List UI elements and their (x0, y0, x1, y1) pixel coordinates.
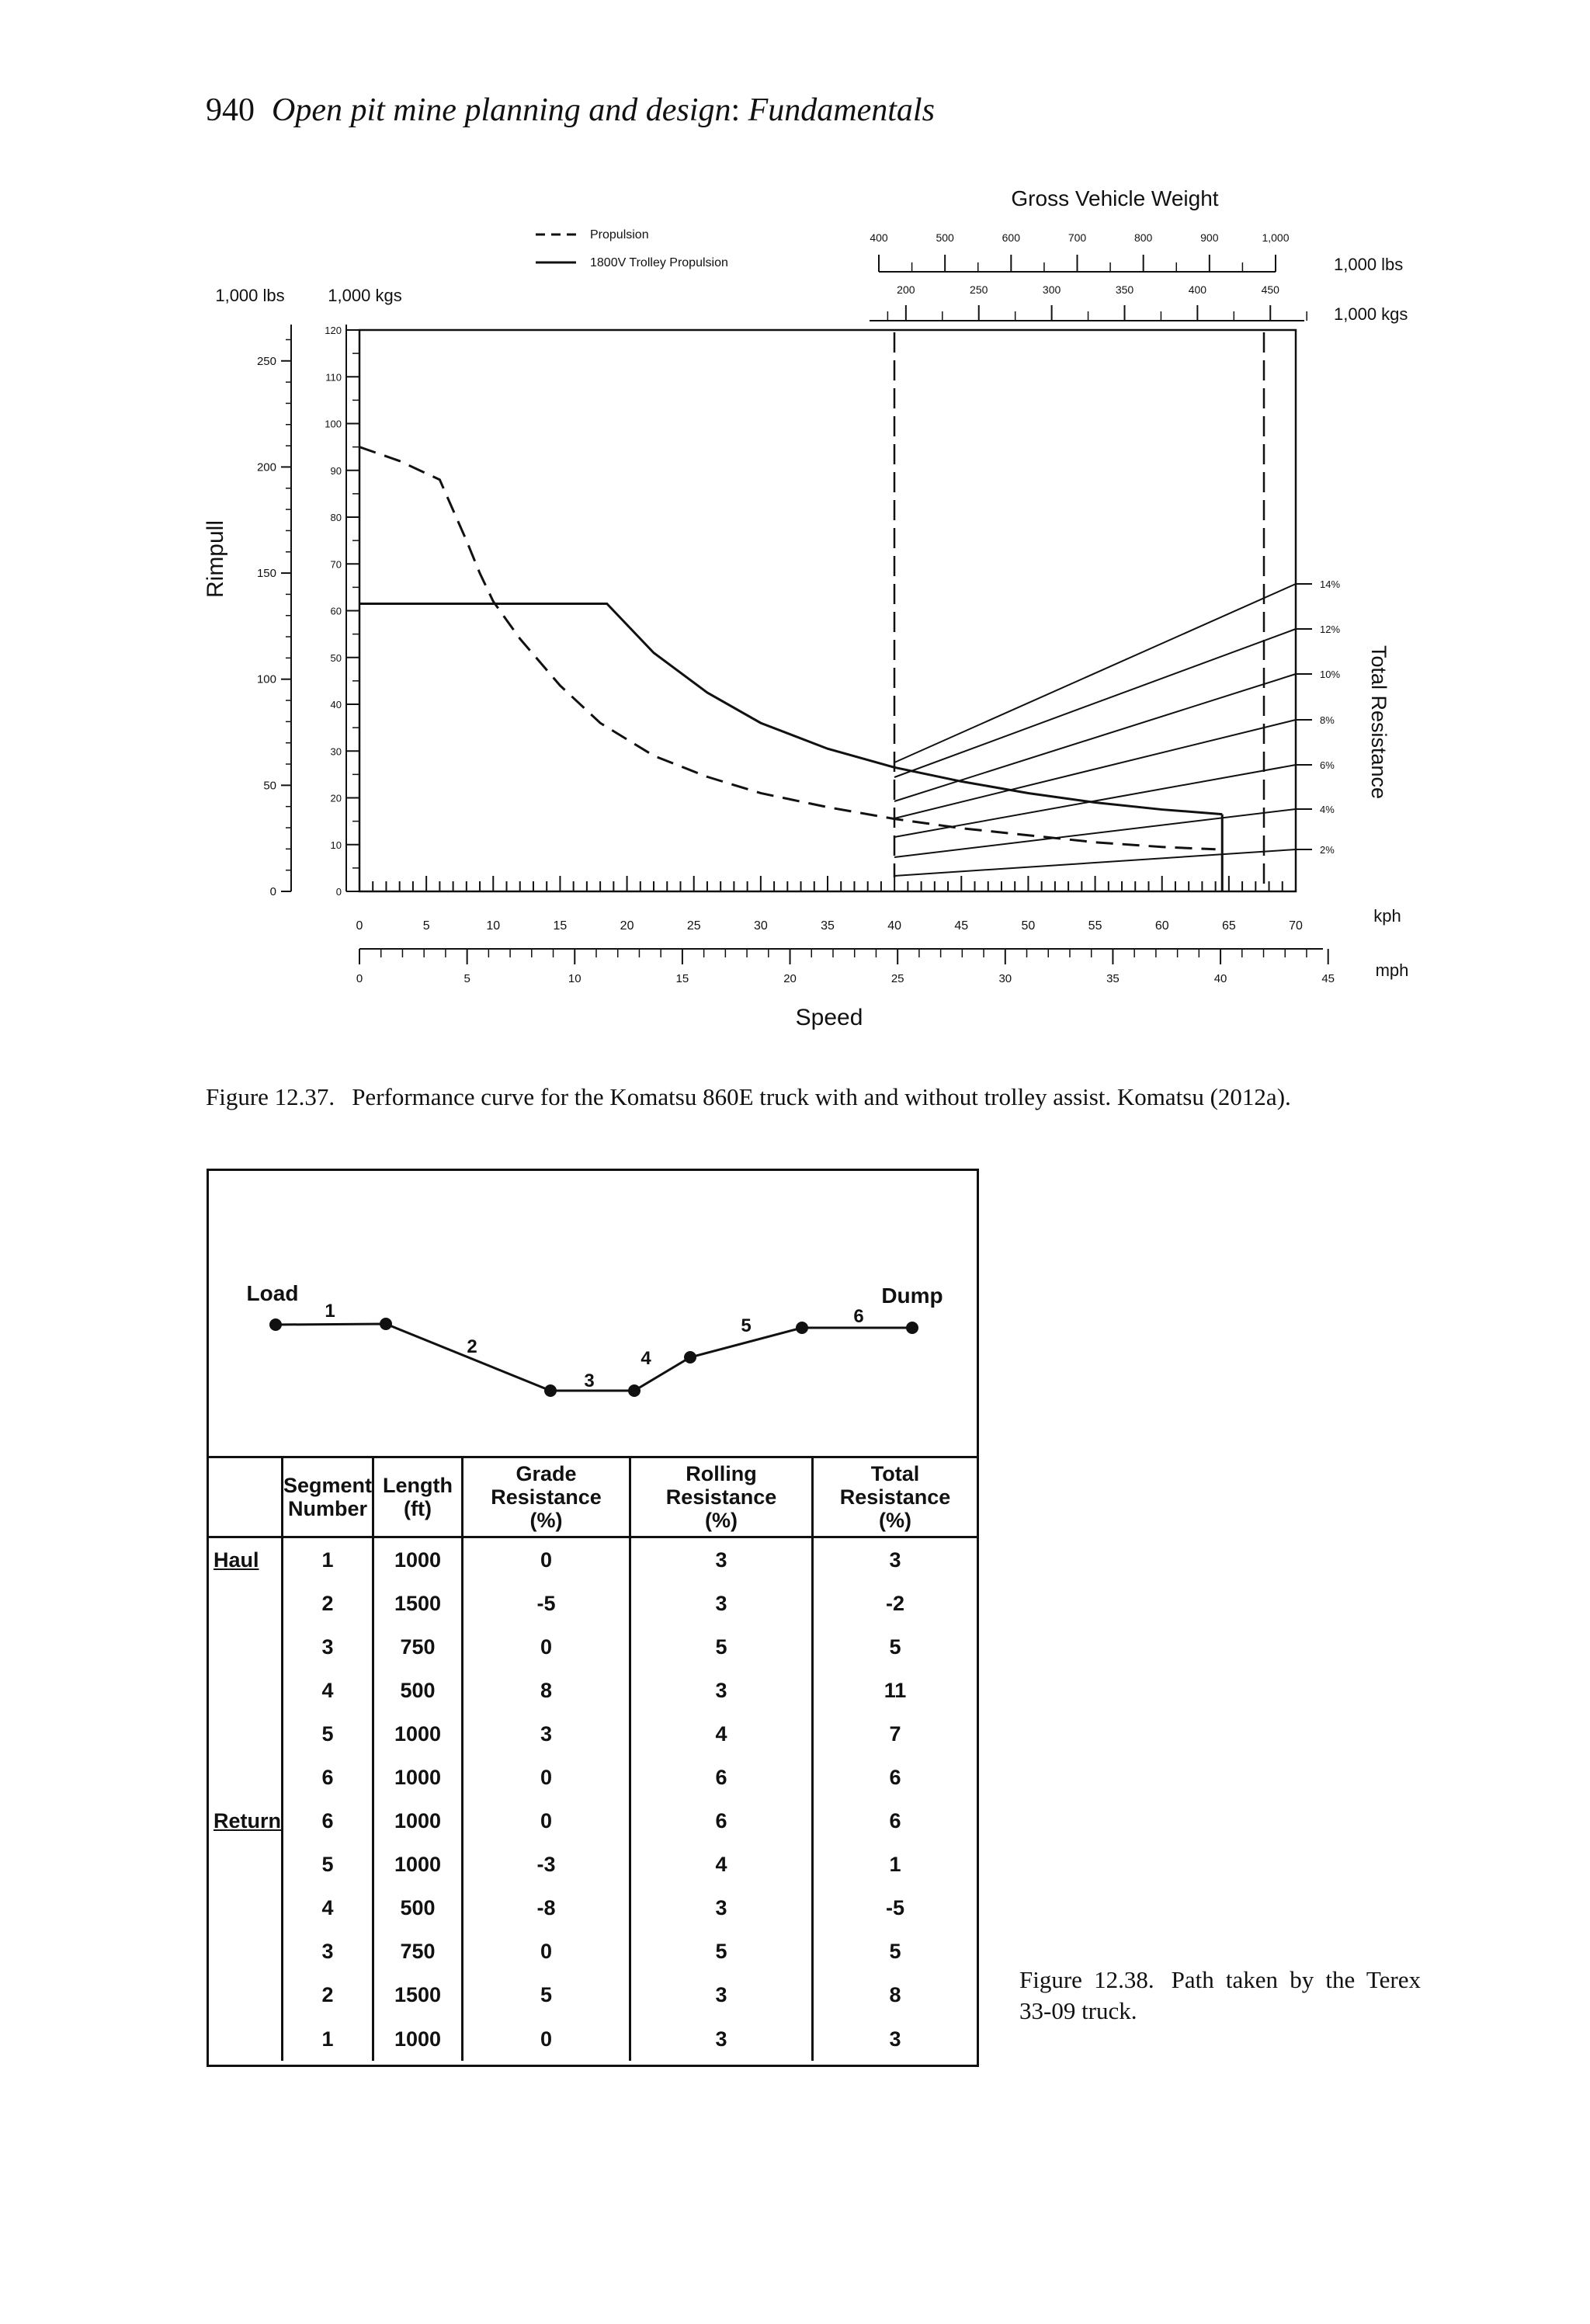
length-cell: 750 (373, 1625, 463, 1669)
load-label: Load (246, 1281, 299, 1305)
path-node (906, 1322, 918, 1334)
section-label (209, 1887, 283, 1930)
grade-cell: -5 (463, 1582, 630, 1625)
total-cell: 8 (813, 1974, 977, 2017)
dump-label: Dump (881, 1284, 943, 1308)
chart-title: Gross Vehicle Weight (1011, 186, 1219, 210)
gvw-kgs-tick-label: 350 (1115, 283, 1134, 296)
path-node (684, 1351, 696, 1363)
mph-tick-label: 35 (1106, 972, 1120, 985)
segment-cell: 1 (283, 1537, 373, 1582)
kgs-tick-label: 80 (330, 512, 342, 523)
lbs-tick-label: 150 (256, 567, 276, 581)
segment-cell: 5 (283, 1843, 373, 1887)
mph-tick-label: 45 (1321, 972, 1335, 985)
kph-tick-label: 20 (620, 919, 634, 933)
performance-chart (0, 0, 1590, 1072)
section-label (209, 2017, 283, 2061)
path-node (544, 1384, 557, 1397)
segment-cell: 3 (283, 1625, 373, 1669)
total-cell: -5 (813, 1887, 977, 1930)
section-column-header (209, 1457, 283, 1537)
lbs-tick-label: 200 (256, 460, 276, 474)
kph-tick-label: 30 (753, 919, 768, 933)
kgs-tick-label: 60 (330, 605, 342, 617)
trolley-propulsion-curve (359, 603, 1222, 814)
gvw-lbs-tick-label: 700 (1068, 231, 1087, 244)
table-row (209, 1930, 977, 1974)
rolling-cell: 3 (630, 1669, 813, 1712)
grade-label: 8% (1320, 714, 1335, 726)
length-cell: 500 (373, 1669, 463, 1712)
grade-label: 4% (1320, 804, 1335, 815)
kph-unit: kph (1373, 906, 1401, 926)
table-row (209, 1537, 977, 1582)
haul-path-diagram (209, 1171, 977, 1456)
gvw-kgs-tick-label: 400 (1188, 283, 1207, 296)
grade-label: 6% (1320, 759, 1335, 771)
grade-cell: 5 (463, 1974, 630, 2017)
grade-cell: 0 (463, 1930, 630, 1974)
grade-line (894, 674, 1296, 801)
kph-tick-label: 55 (1088, 919, 1102, 933)
table-row (209, 2017, 977, 2061)
kph-tick-label: 0 (356, 919, 363, 933)
grade-cell: 0 (463, 2017, 630, 2061)
kgs-tick-label: 20 (330, 792, 342, 804)
section-label (209, 1712, 283, 1756)
segment-cell: 6 (283, 1800, 373, 1843)
kph-tick-label: 65 (1221, 919, 1236, 933)
grade-cell: 0 (463, 1625, 630, 1669)
mph-tick-label: 40 (1213, 972, 1227, 985)
gvw-kgs-tick-label: 450 (1261, 283, 1279, 296)
mph-tick-label: 30 (998, 972, 1012, 985)
mph-tick-label: 0 (356, 972, 363, 985)
grade-line (894, 629, 1296, 777)
left-unit-kgs: 1,000 kgs (328, 286, 402, 305)
rolling-cell: 3 (630, 1974, 813, 2017)
table-row (209, 1582, 977, 1625)
table-row (209, 1974, 977, 2017)
gvw-lbs-tick-label: 600 (1002, 231, 1021, 244)
path-node (628, 1384, 641, 1397)
total-cell: 5 (813, 1930, 977, 1974)
kph-tick-label: 45 (954, 919, 969, 933)
kph-tick-label: 60 (1154, 919, 1169, 933)
figure-12-38-caption: Figure 12.38. Path taken by the Terex 33-09 truck. (1019, 1966, 1422, 2024)
mph-unit: mph (1375, 961, 1409, 980)
header-grade-resistance: Grade Resistance (%) (463, 1457, 630, 1537)
grade-cell: 8 (463, 1669, 630, 1712)
total-resistance-label: Total Resistance (1367, 644, 1390, 800)
kph-tick-label: 10 (486, 919, 501, 933)
kgs-tick-label: 100 (325, 418, 342, 430)
segment-label: 4 (641, 1348, 651, 1369)
path-node (269, 1318, 282, 1331)
rolling-cell: 6 (630, 1756, 813, 1799)
section-label (209, 1756, 283, 1799)
grade-cell: -8 (463, 1887, 630, 1930)
segment-label: 3 (584, 1370, 595, 1391)
length-cell: 1000 (373, 2017, 463, 2061)
kgs-tick-label: 40 (330, 699, 342, 710)
section-label (209, 1930, 283, 1974)
kph-tick-label: 25 (686, 919, 701, 933)
section-label: Return (214, 1809, 281, 1833)
section-label (209, 1582, 283, 1625)
kgs-tick-label: 10 (330, 839, 342, 851)
kgs-tick-label: 90 (330, 464, 342, 477)
gvw-lbs-tick-label: 400 (870, 231, 888, 244)
rolling-cell: 3 (630, 1582, 813, 1625)
rimpull-axis-label: Rimpull (203, 519, 228, 599)
grade-cell: 0 (463, 1537, 630, 1582)
segment-cell: 2 (283, 1582, 373, 1625)
kgs-tick-label: 0 (335, 886, 342, 898)
total-cell: 5 (813, 1625, 977, 1669)
length-cell: 1000 (373, 1800, 463, 1843)
total-cell: 1 (813, 1843, 977, 1887)
segment-cell: 5 (283, 1712, 373, 1756)
rolling-cell: 4 (630, 1843, 813, 1887)
kph-tick-label: 35 (821, 919, 835, 933)
section-label (209, 1625, 283, 1669)
total-cell: 11 (813, 1669, 977, 1712)
mph-tick-label: 5 (463, 972, 470, 985)
gvw-kgs-tick-label: 250 (970, 283, 988, 296)
table-row (209, 1756, 977, 1799)
kgs-tick-label: 120 (325, 325, 342, 336)
total-cell: 7 (813, 1712, 977, 1756)
table-row (209, 1669, 977, 1712)
kph-tick-label: 70 (1289, 919, 1303, 933)
total-cell: 6 (813, 1756, 977, 1799)
gvw-kgs-tick-label: 300 (1042, 283, 1061, 296)
section-label: Haul (214, 1548, 259, 1572)
header-rolling-resistance: Rolling Resistance (%) (630, 1457, 813, 1537)
kph-tick-label: 40 (887, 919, 902, 933)
segment-cell: 2 (283, 1974, 373, 2017)
mph-tick-label: 25 (890, 972, 904, 985)
grade-line (894, 809, 1296, 857)
propulsion-curve (359, 447, 1216, 849)
rolling-cell: 3 (630, 1537, 813, 1582)
lbs-tick-label: 0 (269, 885, 276, 898)
mph-tick-label: 20 (783, 972, 797, 985)
header-segment-number: Segment Number (283, 1457, 373, 1537)
gvw-lbs-tick-label: 800 (1133, 231, 1153, 244)
path-node (380, 1318, 392, 1330)
gvw-lbs-tick-label: 1,000 (1262, 231, 1290, 244)
grade-line (894, 849, 1296, 876)
left-unit-lbs: 1,000 lbs (215, 286, 285, 305)
rolling-cell: 5 (630, 1930, 813, 1974)
gvw-kgs-unit: 1,000 kgs (1334, 304, 1408, 324)
grade-label: 14% (1320, 578, 1341, 590)
legend-propulsion-label: Propulsion (590, 228, 649, 241)
length-cell: 1000 (373, 1537, 463, 1582)
mph-tick-label: 10 (568, 972, 581, 985)
rolling-cell: 3 (630, 1887, 813, 1930)
page-number: 940 (206, 92, 255, 128)
legend-trolley-label: 1800V Trolley Propulsion (590, 256, 728, 269)
lbs-tick-label: 50 (263, 779, 276, 793)
length-cell: 750 (373, 1930, 463, 1974)
length-cell: 500 (373, 1887, 463, 1930)
gvw-lbs-tick-label: 900 (1200, 231, 1219, 244)
header-length: Length (ft) (373, 1457, 463, 1537)
kgs-tick-label: 30 (330, 745, 342, 758)
kgs-tick-label: 110 (325, 371, 342, 384)
table-row (209, 1887, 977, 1930)
total-cell: 3 (813, 2017, 977, 2061)
lbs-tick-label: 100 (256, 672, 276, 686)
resistance-table (209, 1456, 977, 2061)
table-row (209, 1800, 977, 1843)
grade-label: 2% (1320, 844, 1335, 856)
length-cell: 1000 (373, 1712, 463, 1756)
section-label (209, 1843, 283, 1887)
grade-cell: 0 (463, 1756, 630, 1799)
grade-cell: -3 (463, 1843, 630, 1887)
mph-tick-label: 15 (675, 972, 689, 985)
total-cell: 3 (813, 1537, 977, 1582)
speed-axis-label: Speed (795, 1005, 863, 1030)
segment-cell: 1 (283, 2017, 373, 2061)
segment-label: 6 (853, 1306, 864, 1327)
rolling-cell: 6 (630, 1800, 813, 1843)
kph-tick-label: 15 (553, 919, 568, 933)
length-cell: 1000 (373, 1756, 463, 1799)
rolling-cell: 4 (630, 1712, 813, 1756)
segment-cell: 4 (283, 1887, 373, 1930)
length-cell: 1500 (373, 1974, 463, 2017)
grade-cell: 0 (463, 1800, 630, 1843)
gvw-lbs-tick-label: 500 (936, 231, 954, 244)
gvw-lbs-unit: 1,000 lbs (1334, 255, 1404, 274)
lbs-tick-label: 250 (256, 354, 276, 368)
path-node (796, 1322, 808, 1334)
kgs-tick-label: 70 (330, 558, 342, 571)
table-row (209, 1625, 977, 1669)
segment-cell: 6 (283, 1756, 373, 1799)
table-row (209, 1712, 977, 1756)
haul-path-figure (207, 1169, 979, 2067)
total-cell: -2 (813, 1582, 977, 1625)
section-label (209, 1974, 283, 2017)
grade-line (894, 584, 1296, 763)
segment-cell: 4 (283, 1669, 373, 1712)
grade-cell: 3 (463, 1712, 630, 1756)
rolling-cell: 3 (630, 2017, 813, 2061)
length-cell: 1000 (373, 1843, 463, 1887)
figure-12-37-caption: Figure 12.37. Performance curve for the Komatsu 860E truck with and without trolley assist. Komatsu (2012a). (206, 1083, 1291, 1110)
plot-frame (359, 330, 1296, 891)
segment-label: 1 (325, 1301, 335, 1322)
table-row (209, 1843, 977, 1887)
kph-tick-label: 5 (422, 919, 430, 933)
running-title: Open pit mine planning and design: Fundamentals (272, 92, 935, 128)
section-label (209, 1669, 283, 1712)
rolling-cell: 5 (630, 1625, 813, 1669)
segment-cell: 3 (283, 1930, 373, 1974)
grade-label: 12% (1320, 624, 1341, 635)
grade-label: 10% (1320, 669, 1341, 680)
segment-label: 5 (741, 1315, 752, 1336)
gvw-kgs-tick-label: 200 (897, 283, 915, 296)
kgs-tick-label: 50 (330, 651, 342, 664)
total-cell: 6 (813, 1800, 977, 1843)
segment-label: 2 (467, 1336, 477, 1357)
kph-tick-label: 50 (1021, 919, 1036, 933)
length-cell: 1500 (373, 1582, 463, 1625)
header-total-resistance: Total Resistance (%) (813, 1457, 977, 1537)
